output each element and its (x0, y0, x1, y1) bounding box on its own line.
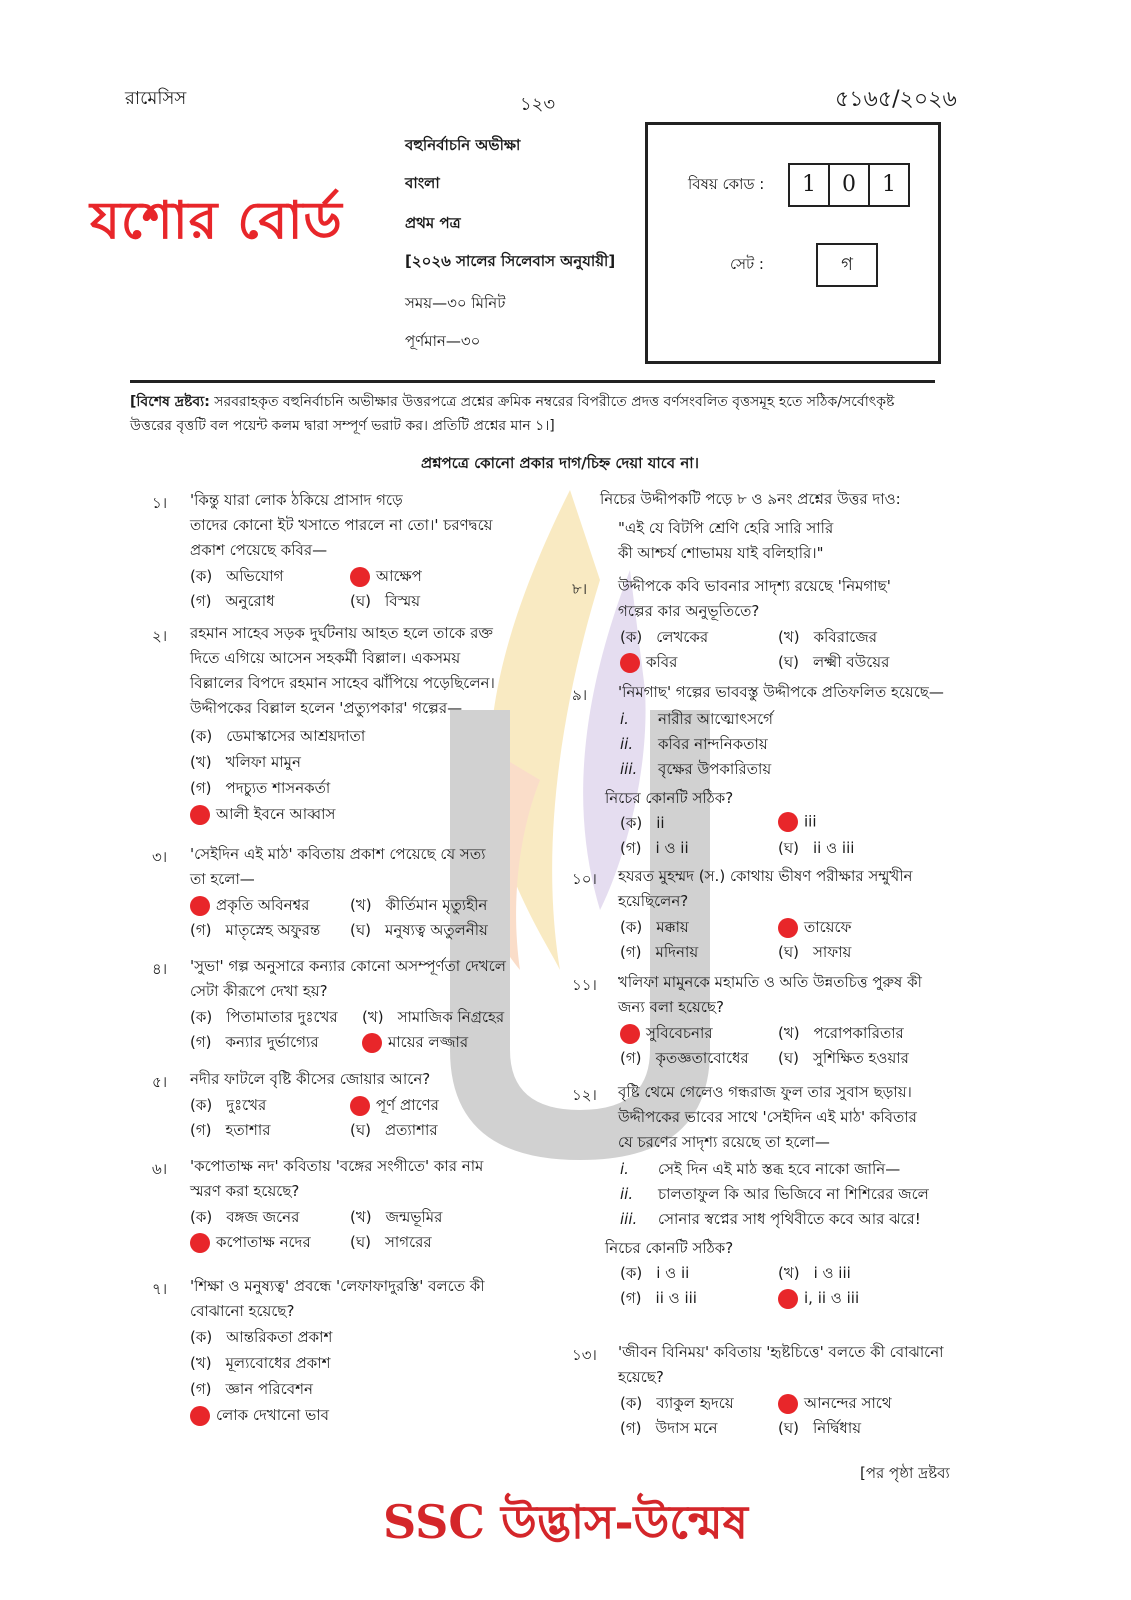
option-text: মায়ের লজ্জার (388, 1033, 469, 1051)
option-text: নির্দ্বিধায় (812, 1419, 862, 1437)
option-letter: (ঘ) (778, 1419, 799, 1437)
roman-item (620, 707, 773, 732)
option (350, 894, 487, 919)
option-text: সুবিবেচনার (646, 1024, 713, 1042)
option (778, 941, 851, 966)
option (190, 1031, 319, 1056)
option-text: লক্ষ্মী বউয়ের (812, 653, 890, 671)
option-text: খলিফা মামুন (225, 753, 301, 771)
option-letter: (গ) (190, 1380, 212, 1398)
question-text: জন্য বলা হয়েছে? (618, 998, 724, 1016)
question-text: দিতে এগিয়ে আসেন সহকর্মী বিল্লাল। একসময় (190, 649, 461, 667)
question-text: উদ্দীপকের ভাবের সাথে 'সেইদিন এই মাঠ' কবিতার (618, 1108, 917, 1126)
option-letter: (ক) (620, 628, 643, 646)
board-title: যশোর বোর্ড (90, 190, 343, 251)
stimulus-text: কী আশ্চর্য শোভাময় যাই বলিহারি।" (618, 544, 824, 562)
option-letter: (খ) (190, 1354, 212, 1372)
question-text: গল্পের কার অনুভূতিতে? (618, 602, 760, 620)
option (620, 812, 665, 837)
stimulus-intro: নিচের উদ্দীপকটি পড়ে ৮ ও ৯নং প্রশ্নের উত্তর দাও: (600, 490, 901, 508)
option (190, 803, 335, 828)
question-number: ১৩। (572, 1346, 597, 1364)
option-text: আক্ষেপ (376, 567, 422, 585)
option-letter: (ঘ) (778, 943, 799, 961)
question-text: হয়েছে? (618, 1368, 664, 1386)
option (190, 777, 330, 802)
option (362, 1031, 468, 1056)
option-text: i ও iii (813, 1264, 851, 1282)
option (350, 919, 488, 944)
option-letter: (গ) (190, 592, 212, 610)
option-letter: (গ) (620, 839, 642, 857)
option-letter: (খ) (362, 1008, 384, 1026)
option-letter: (ঘ) (778, 653, 799, 671)
roman-numeral: ii. (620, 1185, 634, 1203)
option-text: সাফায় (812, 943, 852, 961)
option (190, 1119, 271, 1144)
option-letter: (ঘ) (350, 1233, 371, 1251)
option (620, 1022, 713, 1047)
option-letter: (ক) (190, 567, 213, 585)
option-letter: (ঘ) (350, 921, 371, 939)
option-text: কৃতজ্ঞতাবোধের (655, 1049, 749, 1067)
option (190, 894, 309, 919)
option (620, 1287, 697, 1312)
roman-numeral: iii. (620, 1210, 638, 1228)
option-text: পূর্ণ প্রাণের (376, 1096, 439, 1114)
option-text: দুঃখের (226, 1096, 267, 1114)
option-text: উদাস মনে (655, 1419, 718, 1437)
option-letter: (খ) (778, 628, 800, 646)
roman-item (620, 1207, 921, 1232)
option-text: কীর্তিমান মৃত্যুহীন (385, 896, 488, 914)
option (778, 1287, 859, 1312)
option (190, 1094, 266, 1119)
notice-label: [বিশেষ দ্রষ্টব্য: (130, 394, 210, 410)
roman-text: বৃক্ষের উপকারিতায় (658, 760, 772, 778)
option (620, 1047, 749, 1072)
option (190, 919, 320, 944)
option (350, 1231, 432, 1256)
option-letter: (গ) (190, 1033, 212, 1051)
option-text: সুশিক্ষিত হওয়ার (812, 1049, 909, 1067)
option-letter: (গ) (190, 779, 212, 797)
roman-item (620, 1157, 900, 1182)
question-text: তাদের কোনো ইট খসাতে পারলে না তো।' চরণদ্বয়ে (190, 516, 493, 534)
filled-answer-mark (778, 1394, 798, 1414)
roman-item (620, 757, 771, 782)
option (778, 1392, 892, 1417)
option-letter: (খ) (350, 1208, 372, 1226)
option-text: ব্যাকুল হৃদয়ে (656, 1394, 734, 1412)
option (190, 751, 301, 776)
option (620, 941, 698, 966)
question-text: যে চরণের সাদৃশ্য রয়েছে তা হলো— (618, 1133, 830, 1151)
option-text: আনন্দের সাথে (804, 1394, 892, 1412)
option (190, 725, 365, 750)
option-text: ডেমাস্কাসের আশ্রয়দাতা (226, 727, 366, 745)
question-text: প্রকাশ পেয়েছে কবির— (190, 541, 328, 559)
option-text: জ্ঞান পরিবেশন (225, 1380, 313, 1398)
option (190, 1404, 329, 1429)
option (350, 590, 420, 615)
option-text: লেখকের (656, 628, 709, 646)
which-correct: নিচের কোনটি সঠিক? (605, 1239, 734, 1257)
question-number: ৩। (152, 848, 168, 866)
option (778, 1262, 851, 1287)
filled-answer-mark (620, 653, 640, 673)
option (620, 837, 689, 862)
option (620, 1262, 689, 1287)
option (778, 1022, 904, 1047)
option (190, 1231, 311, 1256)
option-text: আলী ইবনে আব্বাস (216, 805, 336, 823)
question-number: ৮। (572, 580, 588, 598)
question-text: বৃষ্টি থেমে গেলেও গন্ধরাজ ফুল তার সুবাস ছড়ায়। (618, 1083, 912, 1101)
option-letter: (ক) (190, 1208, 213, 1226)
footer-brand: SSC উদ্ভাস-উন্মেষ (382, 1495, 749, 1549)
subject-code-label: বিষয় কোড : (688, 175, 765, 193)
question-text: উদ্দীপকে কবি ভাবনার সাদৃশ্য রয়েছে 'নিমগাছ' (618, 577, 891, 595)
option-letter: (গ) (190, 921, 212, 939)
roman-item (620, 732, 768, 757)
subject-code-box (645, 122, 941, 364)
filled-answer-mark (190, 896, 210, 916)
option (190, 1006, 338, 1031)
option-text: কন্যার দুর্ভাগ্যের (225, 1033, 319, 1051)
question-text: নদীর ফাটলে বৃষ্টি কীসের জোয়ার আনে? (190, 1070, 431, 1088)
option (190, 565, 284, 590)
filled-answer-mark (778, 812, 798, 832)
option-letter: (খ) (190, 753, 212, 771)
option-text: মক্কায় (656, 918, 689, 936)
question-text: বিল্লালের বিপদে রহমান সাহেব ঝাঁপিয়ে পড়েছিলেন। (190, 674, 495, 692)
full-marks: পূর্ণমান—৩০ (405, 332, 481, 350)
roman-numeral: ii. (620, 735, 634, 753)
notice-text: সরবরাহকৃত বহুনির্বাচনি অভীক্ষার উত্তরপত্রে প্রশ্নের ক্রমিক নম্বরের বিপরীতে প্রদত্ত বর্ণসংবলিত বৃত্তসমূহ হতে সঠিক/সর্বোৎকৃষ্ট উত্তরের বৃত্তটি বল পয়েন্ট কলম দ্বারা সম্পূর্ণ ভরাট কর। প্রতিটি প্রশ্নের মান ১।] (130, 394, 895, 434)
option-text: মনুষ্যত্ব অতুলনীয় (384, 921, 488, 939)
roman-text: সোনার স্বপ্নের সাধ পৃথিবীতে কবে আর ঝরে! (658, 1210, 921, 1228)
option-letter: (গ) (620, 1049, 642, 1067)
code-digit: 0 (828, 163, 870, 207)
option-letter: (ক) (190, 1328, 213, 1346)
option (190, 1352, 331, 1377)
option-text: পদচ্যুত শাসনকর্তা (225, 779, 331, 797)
question-number: ৫। (152, 1073, 168, 1091)
time: সময়—৩০ মিনিট (405, 294, 506, 312)
option (190, 590, 275, 615)
filled-answer-mark (190, 1406, 210, 1426)
option-text: সাগরের (384, 1233, 432, 1251)
option (620, 626, 708, 651)
filled-answer-mark (190, 1233, 210, 1253)
question-text: 'সুভা' গল্প অনুসারে কন্যার কোনো অসম্পূর্ণতা দেখলে (190, 957, 506, 975)
roman-numeral: i. (620, 710, 629, 728)
option (778, 837, 854, 862)
option-letter: (গ) (620, 1289, 642, 1307)
next-page-note: [পর পৃষ্ঠা দ্রষ্টব্য (860, 1464, 950, 1482)
roman-numeral: i. (620, 1160, 629, 1178)
option-text: ii (656, 814, 665, 832)
option-text: বঙ্গজ জনের (226, 1208, 300, 1226)
option-text: iii (804, 812, 817, 831)
question-text: 'সেইদিন এই মাঠ' কবিতায় প্রকাশ পেয়েছে যে সত্য (190, 845, 486, 863)
question-text: 'কিন্তু যারা লোক ঠকিয়ে প্রাসাদ গড়ে (190, 491, 403, 509)
option-text: i ও ii (656, 1264, 690, 1282)
option-letter: (ক) (190, 727, 213, 745)
option-text: i, ii ও iii (804, 1289, 860, 1307)
warning-note: প্রশ্নপত্রে কোনো প্রকার দাগ/চিহ্ন দেয়া যাবে না। (420, 454, 700, 472)
roman-item (620, 1182, 929, 1207)
option-text: ii ও iii (812, 839, 855, 857)
option (620, 916, 689, 941)
option-text: মদিনায় (655, 943, 699, 961)
option-text: আন্তরিকতা প্রকাশ (226, 1328, 333, 1346)
option (778, 812, 817, 832)
question-number: ৪। (152, 960, 168, 978)
filled-answer-mark (778, 918, 798, 938)
option (362, 1006, 504, 1031)
question-number: ১০। (572, 870, 597, 888)
question-text: 'জীবন বিনিময়' কবিতায় 'হৃষ্টচিত্তে' বলতে কী বোঝানো (618, 1343, 944, 1361)
roman-text: কবির নান্দনিকতায় (658, 735, 768, 753)
option-text: সামাজিক নিগ্রহের (397, 1008, 505, 1026)
question-text: রহমান সাহেব সড়ক দুর্ঘটনায় আহত হলে তাকে রক্ত (190, 624, 493, 642)
option-letter: (গ) (620, 1419, 642, 1437)
special-notice (130, 390, 935, 438)
option-letter: (ঘ) (350, 592, 371, 610)
option (190, 1206, 299, 1231)
option-text: জন্মভূমির (385, 1208, 443, 1226)
question-number: ৬। (152, 1160, 168, 1178)
option-text: কবিরাজের (813, 628, 877, 646)
option (620, 1392, 734, 1417)
question-number: ৭। (152, 1280, 168, 1298)
roman-text: নারীর আত্মোৎসর্গে (658, 710, 773, 728)
question-number: ৯। (572, 686, 588, 704)
stimulus-text: "এই যে বিটপি শ্রেণি হেরি সারি সারি (618, 519, 834, 537)
option-letter: (খ) (778, 1264, 800, 1282)
option (620, 651, 677, 676)
question-text: হযরত মুহম্মদ (স.) কোথায় ভীষণ পরীক্ষার সম্মুখীন (618, 867, 913, 885)
question-number: ১১। (572, 976, 597, 994)
paper-code: ৫১৬৫/২০২৬ (835, 87, 957, 112)
option-text: মাতৃস্নেহ অফুরন্ত (225, 921, 321, 939)
question-text: হয়েছিলেন? (618, 892, 689, 910)
option-text: প্রত্যাশার (384, 1121, 438, 1139)
option (350, 1206, 442, 1231)
option (350, 565, 422, 590)
option-text: অভিযোগ (226, 567, 284, 585)
question-text: খলিফা মামুনকে মহামতি ও অতি উন্নতচিত্ত পুরুষ কী (618, 973, 922, 991)
question-text: উদ্দীপকের বিল্লাল হলেন 'প্রত্যুপকার' গল্পের— (190, 699, 463, 717)
option-text: লোক দেখানো ভাব (216, 1406, 330, 1424)
option-letter: (গ) (620, 943, 642, 961)
option-text: হতাশার (225, 1121, 271, 1139)
option-letter: (ক) (620, 1264, 643, 1282)
question-number: ১২। (572, 1086, 597, 1104)
question-text: 'শিক্ষা ও মনুষ্যত্ব' প্রবন্ধে 'লেফাফাদুরস্তি' বলতে কী (190, 1277, 485, 1295)
option-text: তায়েফে (804, 918, 852, 936)
option (778, 1047, 909, 1072)
option-text: পিতামাতার দুঃখের (226, 1008, 338, 1026)
option-text: মূল্যবোধের প্রকাশ (225, 1354, 331, 1372)
option-letter: (খ) (350, 896, 372, 914)
option-letter: (ঘ) (350, 1121, 371, 1139)
option-text: i ও ii (655, 839, 689, 857)
filled-answer-mark (350, 567, 370, 587)
set-value: গ (816, 243, 878, 287)
option-text: কবির (646, 653, 678, 671)
option (778, 916, 851, 941)
option-letter: (ঘ) (778, 839, 799, 857)
option-letter: (ক) (190, 1008, 213, 1026)
option-letter: (ক) (190, 1096, 213, 1114)
exam-type: বহুনির্বাচনি অভীক্ষা (405, 136, 521, 154)
option (190, 1378, 313, 1403)
roman-text: সেই দিন এই মাঠ স্তব্ধ হবে নাকো জানি— (658, 1160, 901, 1178)
code-digit: 1 (868, 163, 910, 207)
syllabus: [২০২৬ সালের সিলেবাস অনুযায়ী] (405, 252, 616, 270)
filled-answer-mark (362, 1033, 382, 1053)
question-text: তা হলো— (190, 870, 255, 888)
option (190, 1326, 332, 1351)
filled-answer-mark (190, 805, 210, 825)
option-letter: (ক) (620, 814, 643, 832)
option-letter: (খ) (778, 1024, 800, 1042)
option (778, 651, 889, 676)
publisher: রামেসিস (125, 88, 187, 109)
roman-numeral: iii. (620, 760, 638, 778)
filled-answer-mark (350, 1096, 370, 1116)
option-text: অনুরোধ (225, 592, 275, 610)
option (350, 1119, 438, 1144)
question-text: 'নিমগাছ' গল্পের ভাববস্তু উদ্দীপকে প্রতিফলিত হয়েছে— (618, 683, 944, 701)
paper: প্রথম পত্র (405, 214, 461, 232)
question-number: ২। (152, 627, 168, 645)
filled-answer-mark (620, 1024, 640, 1044)
set-label: সেট : (730, 255, 764, 273)
code-digit: 1 (788, 163, 830, 207)
option (620, 1417, 717, 1442)
option-letter: (গ) (190, 1121, 212, 1139)
option-text: কপোতাক্ষ নদের (216, 1233, 311, 1251)
option (350, 1094, 439, 1119)
question-text: সেটা কীরূপে দেখা হয়? (190, 982, 328, 1000)
option-letter: (ঘ) (778, 1049, 799, 1067)
question-number: ১। (152, 494, 168, 512)
question-text: 'কপোতাক্ষ নদ' কবিতায় 'বঙ্গের সংগীতে' কার নাম (190, 1157, 484, 1175)
option (778, 626, 877, 651)
option-text: পরোপকারিতার (813, 1024, 904, 1042)
roman-text: চালতাফুল কি আর ভিজিবে না শিশিরের জলে (658, 1185, 929, 1203)
option-letter: (ক) (620, 1394, 643, 1412)
subject: বাংলা (405, 174, 440, 192)
option-text: বিস্ময় (384, 592, 421, 610)
question-text: স্মরণ করা হয়েছে? (190, 1182, 300, 1200)
divider (130, 380, 935, 383)
question-text: বোঝানো হয়েছে? (190, 1302, 295, 1320)
option (778, 1417, 861, 1442)
option-text: প্রকৃতি অবিনশ্বর (216, 896, 310, 914)
filled-answer-mark (778, 1289, 798, 1309)
page-number: ১২৩ (520, 94, 556, 115)
option-letter: (ক) (620, 918, 643, 936)
option-text: ii ও iii (655, 1289, 697, 1307)
which-correct: নিচের কোনটি সঠিক? (605, 789, 734, 807)
